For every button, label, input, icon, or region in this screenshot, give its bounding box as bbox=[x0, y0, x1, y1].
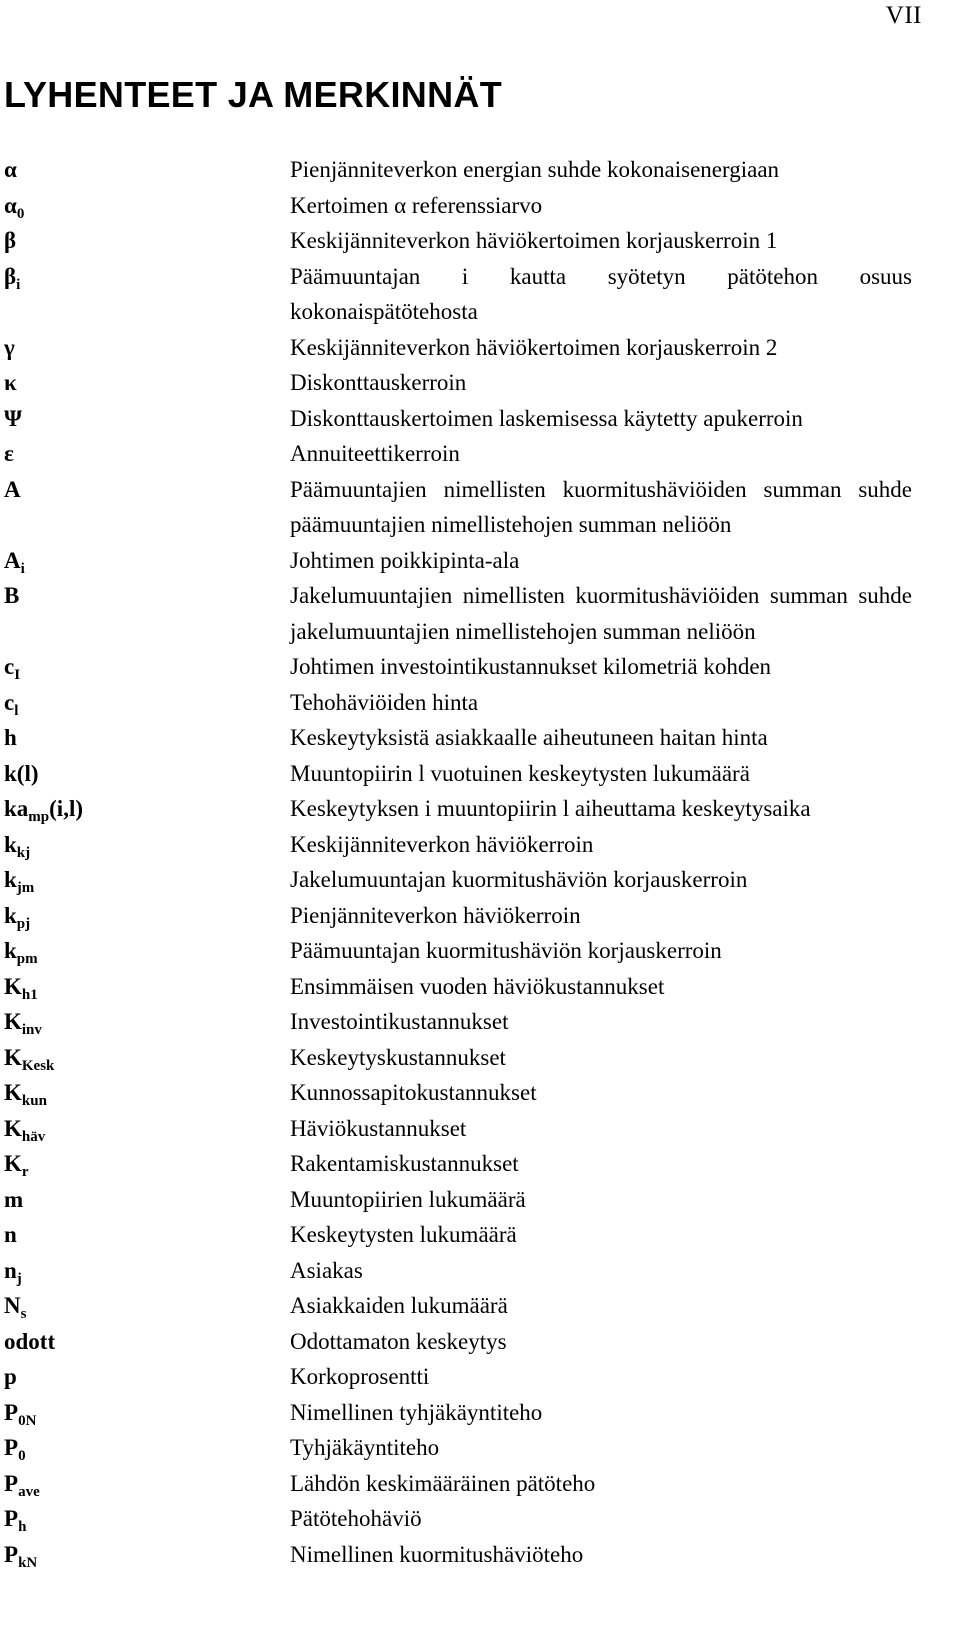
abbreviation-row bbox=[0, 259, 960, 330]
abbreviation-description: Päämuuntajan kuormitushäviön korjauskerroin bbox=[290, 938, 722, 963]
symbol-base: n bbox=[4, 1222, 17, 1247]
abbreviation-row bbox=[0, 1501, 960, 1537]
abbreviation-description: Johtimen investointikustannukset kilometriä kohden bbox=[290, 654, 772, 679]
page-title: LYHENTEET JA MERKINNÄT bbox=[4, 74, 502, 115]
abbreviation-symbol bbox=[4, 898, 30, 934]
abbreviation-row bbox=[0, 1395, 960, 1431]
abbreviation-description: Asiakas bbox=[290, 1257, 363, 1283]
abbreviation-row bbox=[0, 578, 960, 649]
symbol-subscript: ave bbox=[18, 1483, 40, 1500]
page-number: VII bbox=[885, 2, 922, 29]
abbreviation-symbol bbox=[4, 436, 14, 472]
abbreviation-list bbox=[0, 152, 960, 1572]
symbol-base: α bbox=[4, 192, 17, 218]
symbol-base: h bbox=[4, 725, 17, 750]
abbreviation-row bbox=[0, 1288, 960, 1324]
symbol-subscript: h bbox=[18, 1519, 27, 1535]
symbol-base: c bbox=[4, 689, 15, 715]
symbol-base: K bbox=[4, 973, 22, 999]
symbol-subscript: l bbox=[14, 702, 19, 719]
symbol-subscript: kj bbox=[16, 844, 31, 861]
abbreviation-description: Diskonttauskertoimen laskemisessa käytetty apukerroin bbox=[290, 405, 803, 431]
symbol-subscript: kN bbox=[18, 1554, 38, 1571]
symbol-base: P bbox=[4, 1399, 19, 1425]
symbol-base: B bbox=[4, 583, 20, 608]
abbreviation-symbol bbox=[4, 365, 17, 401]
abbreviation-description: Keskeytysten lukumäärä bbox=[290, 1222, 517, 1247]
symbol-base: κ bbox=[4, 370, 17, 395]
abbreviation-symbol bbox=[4, 1466, 40, 1502]
symbol-subscript: I bbox=[14, 667, 21, 683]
abbreviation-symbol bbox=[4, 933, 38, 969]
abbreviation-description: Keskijänniteverkon häviökerroin bbox=[290, 831, 594, 857]
symbol-base: K bbox=[4, 1044, 22, 1070]
abbreviation-description: Päämuuntajien nimellisten kuormitushäviöiden summan suhde päämuuntajien nimellistehojen summan neliöön bbox=[290, 476, 912, 537]
abbreviation-symbol bbox=[4, 259, 20, 295]
symbol-base: K bbox=[4, 1009, 22, 1034]
abbreviation-description: Pätötehohäviö bbox=[290, 1506, 422, 1531]
abbreviation-row bbox=[0, 933, 960, 969]
symbol-base: Ψ bbox=[4, 405, 22, 431]
abbreviation-symbol bbox=[4, 223, 16, 259]
symbol-subscript: 0N bbox=[18, 1412, 37, 1429]
abbreviation-symbol bbox=[4, 1359, 17, 1395]
abbreviation-row bbox=[0, 1537, 960, 1573]
abbreviation-row bbox=[0, 330, 960, 366]
abbreviation-symbol bbox=[4, 330, 15, 366]
abbreviation-description: Nimellinen kuormitushäviöteho bbox=[290, 1541, 584, 1567]
abbreviation-row bbox=[0, 1075, 960, 1111]
abbreviation-description: Tyhjäkäyntiteho bbox=[290, 1435, 440, 1460]
abbreviation-symbol bbox=[4, 756, 39, 792]
abbreviation-description: Odottamaton keskeytys bbox=[290, 1328, 507, 1354]
abbreviation-row bbox=[0, 543, 960, 579]
symbol-subscript: s bbox=[20, 1306, 27, 1322]
symbol-base: α bbox=[4, 157, 17, 182]
symbol-base: A bbox=[4, 476, 21, 502]
symbol-base: K bbox=[4, 1115, 22, 1141]
abbreviation-row bbox=[0, 1430, 960, 1466]
abbreviation-symbol bbox=[4, 1395, 36, 1431]
symbol-base: P bbox=[4, 1506, 19, 1531]
abbreviation-row bbox=[0, 1253, 960, 1289]
abbreviation-symbol bbox=[4, 1430, 26, 1466]
abbreviation-row bbox=[0, 472, 960, 543]
abbreviation-symbol bbox=[4, 1217, 17, 1253]
abbreviation-description: Rakentamiskustannukset bbox=[290, 1151, 519, 1176]
abbreviation-description: Diskonttauskerroin bbox=[290, 370, 467, 395]
abbreviation-symbol bbox=[4, 1288, 26, 1324]
abbreviation-description: Häviökustannukset bbox=[290, 1115, 467, 1141]
abbreviation-symbol bbox=[4, 1004, 42, 1040]
abbreviation-symbol bbox=[4, 152, 17, 188]
abbreviation-description: Tehohäviöiden hinta bbox=[290, 689, 479, 715]
abbreviation-row bbox=[0, 223, 960, 259]
symbol-subscript: jm bbox=[16, 880, 35, 896]
abbreviation-row bbox=[0, 1040, 960, 1076]
abbreviation-row bbox=[0, 649, 960, 685]
symbol-subscript: kun bbox=[21, 1093, 47, 1109]
symbol-subscript: pm bbox=[16, 951, 38, 967]
abbreviation-row bbox=[0, 1111, 960, 1147]
symbol-base: k bbox=[4, 867, 17, 892]
abbreviation-description: Jakelumuuntajien nimellisten kuormitushäviöiden summan suhde jakelumuuntajien nimellistehojen summan neliöön bbox=[290, 583, 912, 644]
abbreviation-row bbox=[0, 791, 960, 827]
abbreviation-symbol bbox=[4, 720, 17, 756]
symbol-base: k bbox=[4, 938, 17, 963]
abbreviation-description: Asiakkaiden lukumäärä bbox=[290, 1293, 508, 1318]
symbol-subscript: i bbox=[16, 276, 21, 293]
abbreviation-description: Nimellinen tyhjäkäyntiteho bbox=[290, 1399, 543, 1425]
abbreviation-symbol bbox=[4, 1182, 23, 1218]
symbol-subscript: 0 bbox=[16, 205, 25, 222]
abbreviation-symbol bbox=[4, 791, 83, 827]
abbreviation-description: Johtimen poikkipinta-ala bbox=[290, 547, 520, 573]
abbreviation-row bbox=[0, 152, 960, 188]
symbol-subscript: Kesk bbox=[21, 1057, 55, 1074]
abbreviation-description: Keskeytyksen i muuntopiirin l aiheuttama keskeytysaika bbox=[290, 796, 811, 821]
symbol-subscript: 0 bbox=[18, 1448, 26, 1464]
abbreviation-symbol bbox=[4, 862, 34, 898]
symbol-base: p bbox=[4, 1364, 17, 1389]
abbreviation-symbol bbox=[4, 1111, 45, 1147]
abbreviation-row bbox=[0, 436, 960, 472]
symbol-subscript: r bbox=[21, 1164, 29, 1180]
abbreviation-symbol bbox=[4, 1537, 37, 1573]
abbreviation-description: Kunnossapitokustannukset bbox=[290, 1080, 537, 1105]
abbreviation-symbol bbox=[4, 969, 38, 1005]
symbol-subscript: j bbox=[16, 1270, 22, 1287]
abbreviation-description: Ensimmäisen vuoden häviökustannukset bbox=[290, 973, 665, 999]
abbreviation-symbol bbox=[4, 1075, 47, 1111]
symbol-subscript: inv bbox=[21, 1022, 42, 1038]
abbreviation-row bbox=[0, 720, 960, 756]
symbol-subscript: mp bbox=[28, 809, 50, 825]
abbreviation-row bbox=[0, 898, 960, 934]
abbreviation-row bbox=[0, 685, 960, 721]
abbreviation-description: Lähdön keskimääräinen pätöteho bbox=[290, 1470, 596, 1496]
symbol-subscript: häv bbox=[21, 1128, 46, 1145]
abbreviation-symbol bbox=[4, 685, 18, 721]
abbreviation-description: Annuiteettikerroin bbox=[290, 441, 460, 466]
abbreviation-row bbox=[0, 756, 960, 792]
abbreviation-row bbox=[0, 862, 960, 898]
abbreviation-description: Muuntopiirien lukumäärä bbox=[290, 1186, 526, 1212]
symbol-base: m bbox=[4, 1186, 24, 1212]
abbreviation-symbol bbox=[4, 1040, 54, 1076]
abbreviation-description: Kertoimen α referenssiarvo bbox=[290, 192, 543, 218]
abbreviation-row bbox=[0, 1146, 960, 1182]
symbol-base: γ bbox=[4, 334, 15, 360]
abbreviation-description: Investointikustannukset bbox=[290, 1009, 509, 1034]
abbreviation-row bbox=[0, 1466, 960, 1502]
symbol-base: K bbox=[4, 1151, 22, 1176]
abbreviation-description: Korkoprosentti bbox=[290, 1364, 430, 1389]
symbol-base: β bbox=[4, 228, 17, 253]
abbreviation-symbol bbox=[4, 1501, 26, 1537]
abbreviation-description: Pienjänniteverkon energian suhde kokonaisenergiaan bbox=[290, 157, 780, 182]
abbreviation-row bbox=[0, 1217, 960, 1253]
symbol-base: β bbox=[4, 263, 17, 289]
symbol-base: k bbox=[4, 831, 17, 857]
symbol-base: N bbox=[4, 1293, 21, 1318]
symbol-base: odott bbox=[4, 1328, 56, 1354]
symbol-base: ε bbox=[4, 441, 14, 466]
abbreviation-row bbox=[0, 401, 960, 437]
abbreviation-row bbox=[0, 1182, 960, 1218]
abbreviation-symbol bbox=[4, 401, 22, 437]
abbreviation-symbol bbox=[4, 1146, 29, 1182]
abbreviation-symbol bbox=[4, 188, 24, 224]
abbreviation-symbol bbox=[4, 472, 21, 508]
abbreviation-row bbox=[0, 827, 960, 863]
abbreviation-description: Pienjänniteverkon häviökerroin bbox=[290, 902, 581, 928]
abbreviation-row bbox=[0, 1359, 960, 1395]
symbol-subscript: i bbox=[20, 560, 25, 577]
symbol-base: K bbox=[4, 1080, 22, 1105]
symbol-base: k(l) bbox=[4, 760, 39, 786]
symbol-base: P bbox=[4, 1470, 19, 1496]
abbreviation-description: Keskijänniteverkon häviökertoimen korjauskerroin 2 bbox=[290, 334, 778, 360]
abbreviation-symbol bbox=[4, 827, 30, 863]
abbreviation-row bbox=[0, 1004, 960, 1040]
symbol-suffix: (i,l) bbox=[49, 796, 83, 821]
abbreviation-row bbox=[0, 969, 960, 1005]
abbreviation-symbol bbox=[4, 1253, 22, 1289]
symbol-base: ka bbox=[4, 796, 29, 821]
symbol-base: k bbox=[4, 902, 17, 928]
symbol-subscript: pj bbox=[16, 915, 31, 932]
abbreviation-description: Jakelumuuntajan kuormitushäviön korjauskerroin bbox=[290, 867, 748, 892]
symbol-base: P bbox=[4, 1541, 19, 1567]
symbol-subscript: h1 bbox=[21, 986, 38, 1003]
abbreviation-row bbox=[0, 188, 960, 224]
symbol-base: P bbox=[4, 1435, 19, 1460]
abbreviation-symbol bbox=[4, 1324, 55, 1360]
abbreviation-description: Muuntopiirin l vuotuinen keskeytysten lukumäärä bbox=[290, 760, 750, 786]
symbol-base: A bbox=[4, 547, 21, 573]
abbreviation-symbol bbox=[4, 578, 19, 614]
abbreviation-symbol bbox=[4, 543, 25, 579]
abbreviation-description: Keskeytyskustannukset bbox=[290, 1044, 506, 1070]
abbreviation-description: Keskijänniteverkon häviökertoimen korjauskerroin 1 bbox=[290, 228, 778, 253]
abbreviation-description: Päämuuntajan i kautta syötetyn pätötehon osuus kokonaispätötehosta bbox=[290, 263, 912, 324]
abbreviation-description: Keskeytyksistä asiakkaalle aiheutuneen haitan hinta bbox=[290, 725, 768, 750]
symbol-base: c bbox=[4, 654, 15, 679]
abbreviation-symbol bbox=[4, 649, 20, 685]
abbreviation-row bbox=[0, 365, 960, 401]
abbreviation-row bbox=[0, 1324, 960, 1360]
symbol-base: n bbox=[4, 1257, 17, 1283]
